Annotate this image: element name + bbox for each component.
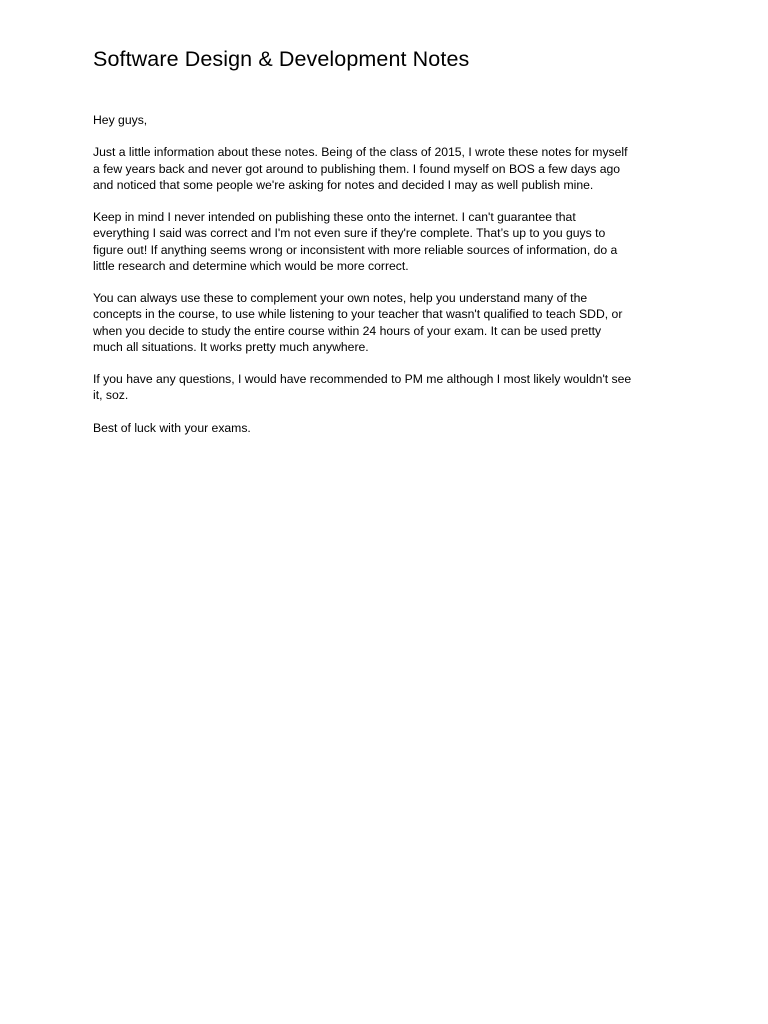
text-line: You can always use these to complement your own notes, help you understand many of the [93,291,588,306]
paragraph-questions [93,371,688,403]
text-line: a few years back and never got around to publishing them. I found myself on BOS a few days ago [93,161,621,176]
text-line: and noticed that some people we're asking for notes and decided I may as well publish mine. [93,177,594,192]
text-line: it, soz. [93,388,129,403]
text-line: little research and determine which would be more correct. [93,258,409,273]
paragraph-intro [93,144,688,193]
closing: Best of luck with your exams. [93,420,251,435]
text-line: If you have any questions, I would have recommended to PM me although I most likely wouldn't see [93,372,632,387]
greeting: Hey guys, [93,113,148,127]
text-line: Keep in mind I never intended on publishing these onto the internet. I can't guarantee that [93,210,576,225]
text-line: much all situations. It works pretty much anywhere. [93,339,369,354]
paragraph-usage [93,290,688,355]
text-line: when you decide to study the entire course within 24 hours of your exam. It can be used pretty [93,323,602,338]
text-line: everything I said was correct and I'm not even sure if they're complete. That’s up to you guys to [93,226,606,241]
paragraph-disclaimer [93,209,688,274]
text-line: concepts in the course, to use while listening to your teacher that wasn't qualified to teach SDD, or [93,307,623,322]
page-title: Software Design & Development Notes [93,47,470,71]
text-line: figure out! If anything seems wrong or inconsistent with more reliable sources of information, do a [93,242,618,257]
document-body [93,112,688,436]
text-line: Just a little information about these notes. Being of the class of 2015, I wrote these notes for myself [93,145,628,160]
